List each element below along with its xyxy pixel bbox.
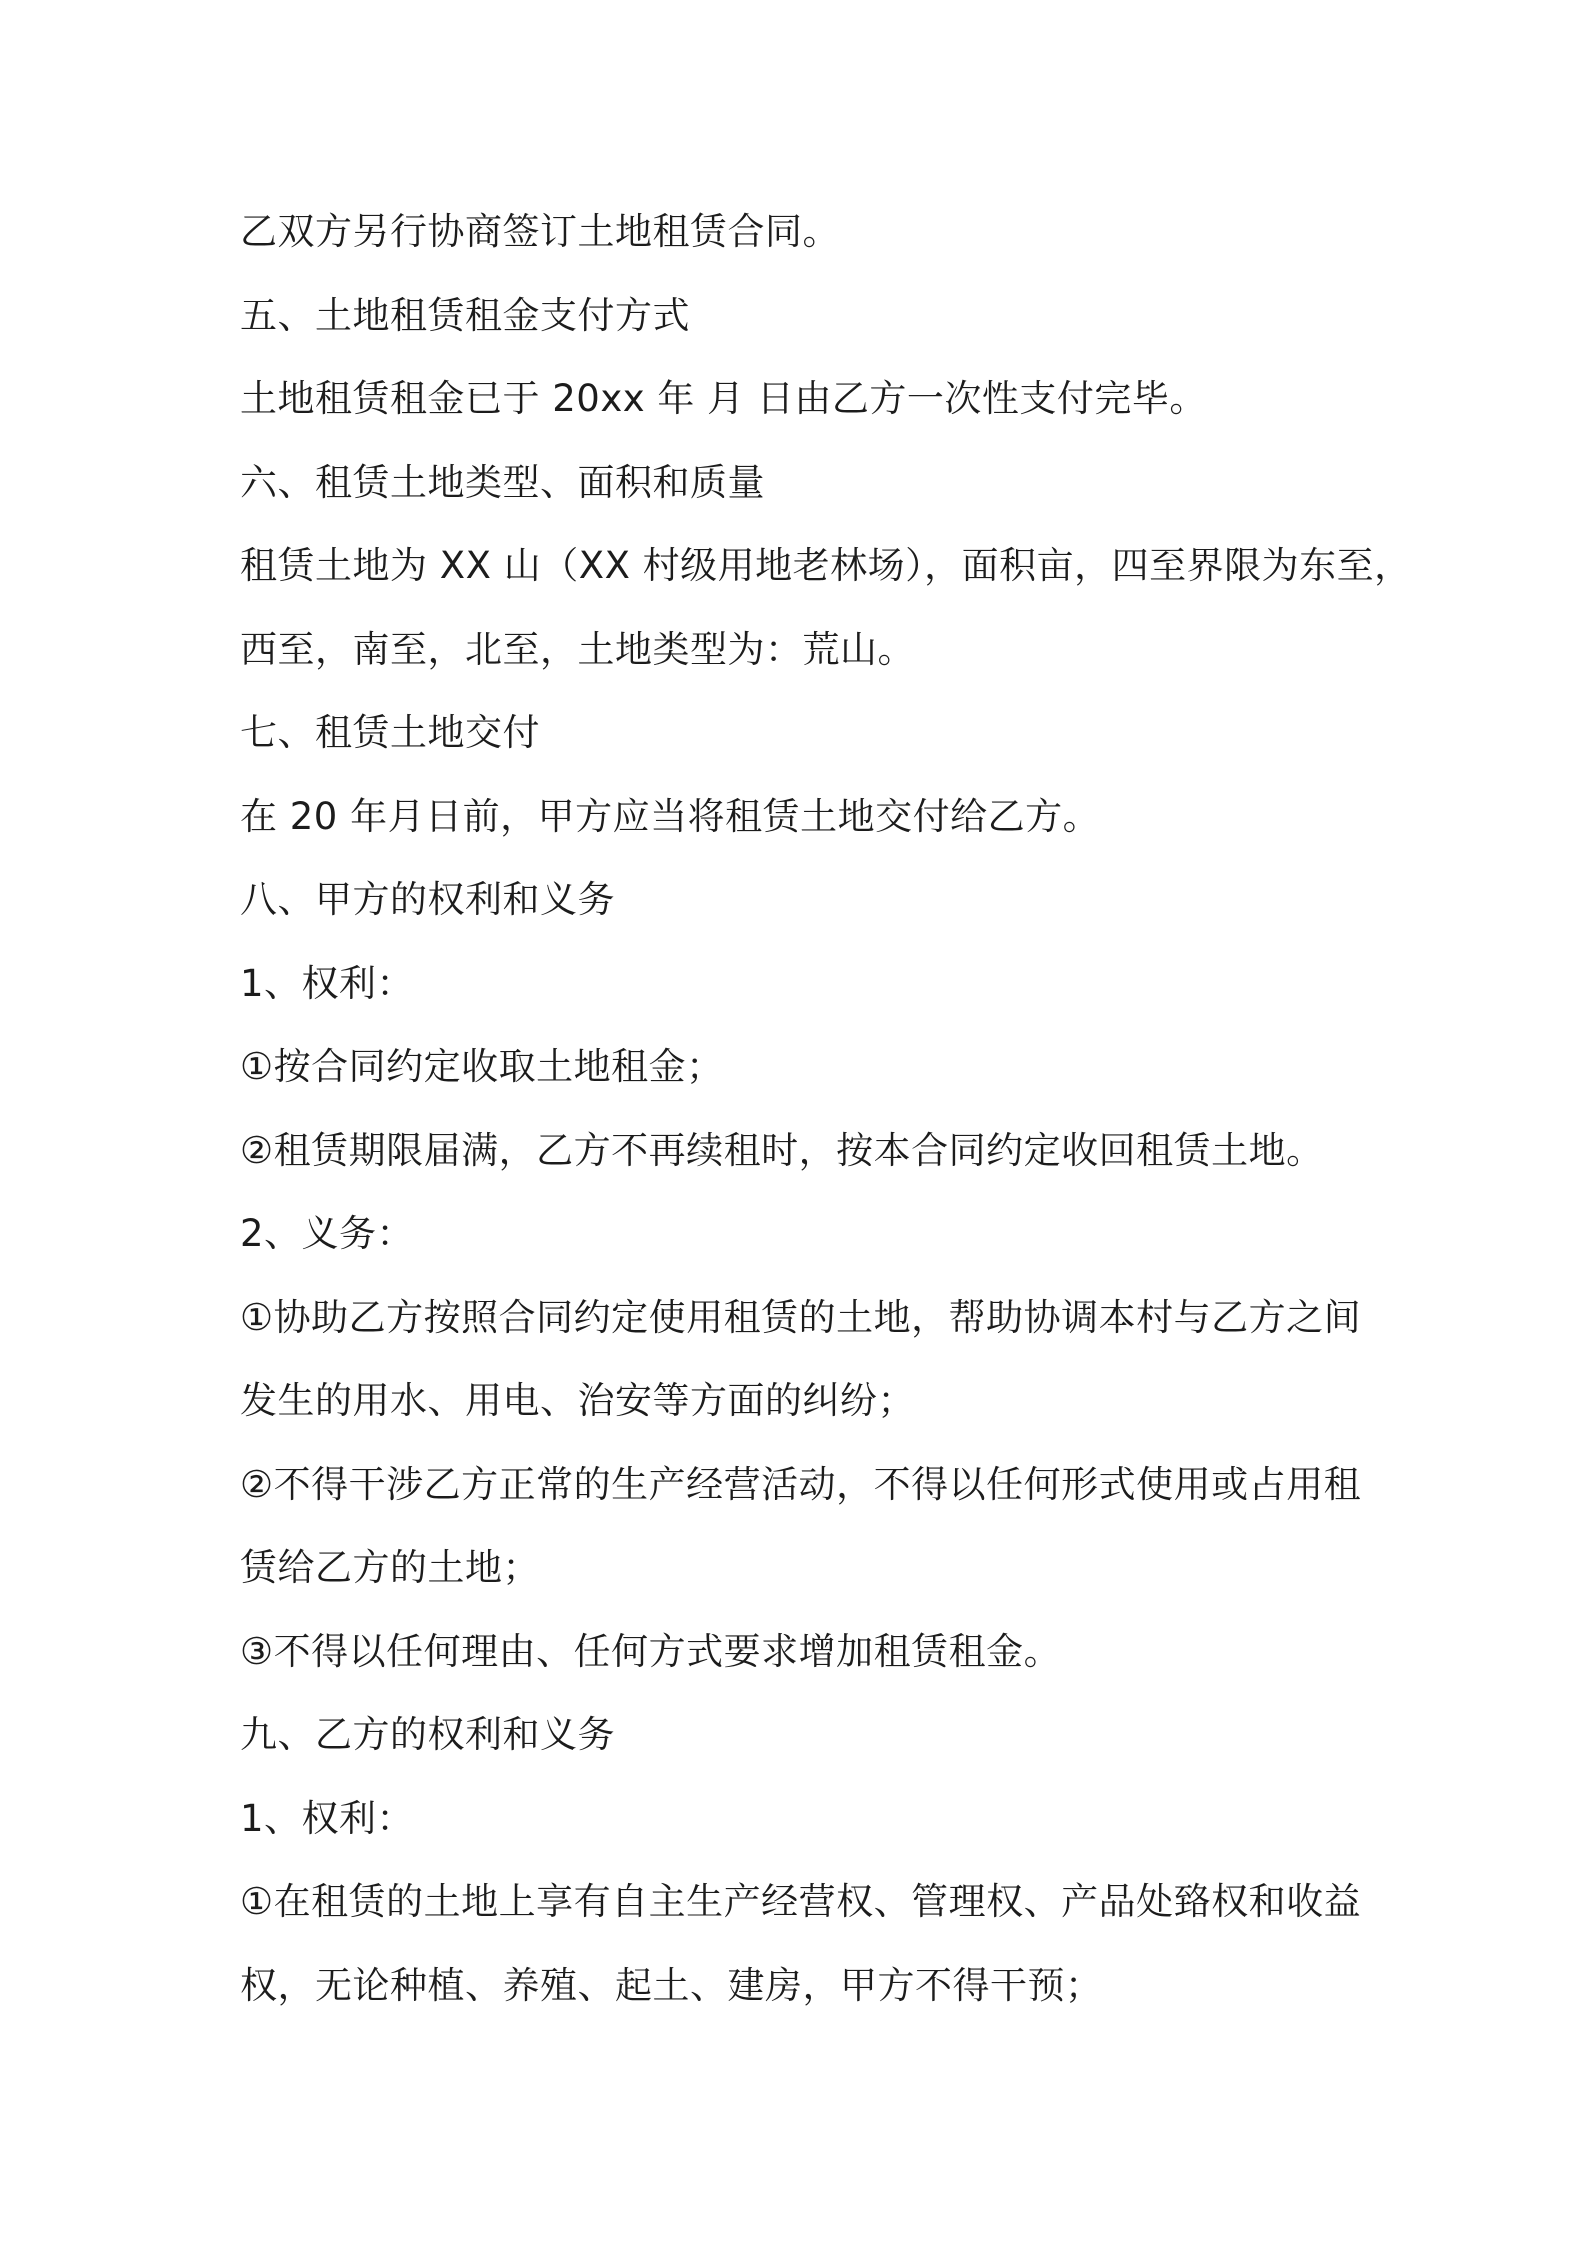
text-line: 西至，南至，北至，土地类型为：荒山。 xyxy=(240,627,915,671)
text-line: 乙双方另行协商签订土地租赁合同。 xyxy=(240,210,840,253)
list-item: ③不得以任何理由、任何方式要求增加租赁租金。 xyxy=(240,1629,1062,1673)
text-line: 土地租赁租金已于 20xx 年 月 日由乙方一次性支付完毕。 xyxy=(240,377,1207,420)
section-heading: 九、乙方的权利和义务 xyxy=(240,1713,615,1756)
list-item: ②不得干涉乙方正常的生产经营活动，不得以任何形式使用或占用租 xyxy=(240,1462,1362,1506)
text-line: 权，无论种植、养殖、起土、建房，甲方不得干预； xyxy=(240,1963,1103,2007)
document-page xyxy=(240,190,1412,2027)
subheading: 1、权利： xyxy=(240,961,415,1005)
section-heading: 六、租赁土地类型、面积和质量 xyxy=(240,460,765,504)
section-heading: 七、租赁土地交付 xyxy=(240,711,540,754)
text-line: 赁给乙方的土地； xyxy=(240,1546,540,1589)
list-item: ①在租赁的土地上享有自主生产经营权、管理权、产品处臵权和收益 xyxy=(240,1880,1362,1923)
subheading: 1、权利： xyxy=(240,1796,415,1840)
section-heading: 五、土地租赁租金支付方式 xyxy=(240,293,690,337)
text-line: 在 20 年月日前，甲方应当将租赁土地交付给乙方。 xyxy=(240,794,1101,838)
text-line: 发生的用水、用电、治安等方面的纠纷； xyxy=(240,1379,915,1422)
text-line: 租赁土地为 XX 山（XX 村级用地老林场），面积亩，四至界限为东至， xyxy=(240,544,1412,587)
list-item: ①按合同约定收取土地租金； xyxy=(240,1045,724,1088)
list-item: ②租赁期限届满，乙方不再续租时，按本合同约定收回租赁土地。 xyxy=(240,1128,1324,1172)
subheading: 2、义务： xyxy=(240,1212,415,1255)
list-item: ①协助乙方按照合同约定使用租赁的土地，帮助协调本村与乙方之间 xyxy=(240,1295,1362,1339)
section-heading: 八、甲方的权利和义务 xyxy=(240,878,615,921)
